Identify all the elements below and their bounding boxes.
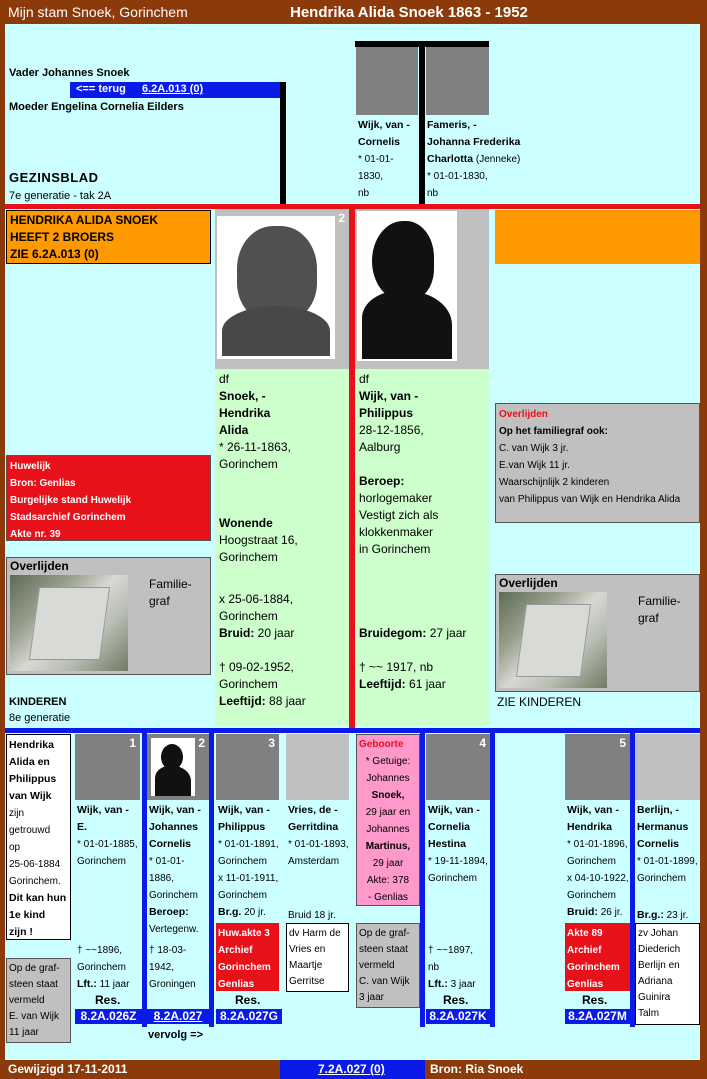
grandmother-info: Fameris, - Johanna Frederika Charlotta (Jenneke) * 01-01-1830, nb [427,119,521,199]
modified-date: Gewijzigd 17-11-2011 [8,1062,128,1076]
children-generation: 8e generatie [9,712,71,724]
child5-res: Res. [582,993,608,1007]
child5-info: Wijk, van - Hendrika * 01-01-1896, Gorinchem x 04-10-1922, Gorinchem Bruid: 26 jr. [567,804,629,918]
grandfather-info: Wijk, van - Cornelis * 01-01-1830, nb [358,119,410,199]
groom-photo-frame [355,209,489,369]
child3-photo: 3 [216,734,279,800]
child3-spouse-photo [286,734,349,800]
child3-info: Wijk, van - Philippus * 01-01-1891, Gorinchem x 11-01-1911, Gorinchem Br.g. 20 jr. [218,804,279,918]
grandfather-photo [356,47,418,115]
child1-death: † ~~1896, Gorinchem Lft.: 11 jaar [77,945,130,990]
child3-spouse-parents: dv Harm de Vries en Maartje Gerritse [286,923,349,992]
groom-photo [357,211,457,361]
header-bar [0,0,707,24]
grave-note-left: Op de graf- steen staat vermeld E. van Wijk 11 jaar [6,958,71,1043]
footer-ref-box[interactable] [280,1060,425,1079]
child3-spouse-bruid: Bruid 18 jr. [288,910,336,921]
grave-photo-right [499,592,607,688]
child3-akte: Huw.akte 3 Archief Gorinchem Genlias [216,923,279,991]
gezinsblad-label: GEZINSBLAD [9,170,99,185]
source-label: Bron: Ria Snoek [430,1062,524,1076]
child3-spouse-info: Vries, de - Gerritdina * 01-01-1893, Amsterdam [288,804,349,867]
connector-line [280,82,286,204]
back-link[interactable]: <== terug 6.2A.013 (0) [70,82,282,98]
site-title: Mijn stam Snoek, Gorinchem [8,4,188,20]
child5-spouse-photo [635,734,700,800]
frame-right [700,24,707,1060]
death-info-box: Overlijden Op het familiegraf ook: C. van Wijk 3 jr. E.van Wijk 11 jr. Waarschijnlijk 2 kinderen van Philippus van Wijk en Hendrika Alida [495,403,700,523]
child4-border-right [490,733,495,1027]
mother-label: Moeder Engelina Cornelia Eilders [9,101,184,113]
marriage-box: Huwelijk Bron: Genlias Burgelijke stand Huwelijk Stadsarchief Gorinchem Akte nr. 39 [6,455,211,541]
child5-photo: 5 [565,734,630,800]
bride-photo [217,216,335,359]
child5-akte: Akte 89 Archief Gorinchem Genlias [565,923,630,991]
bride-info: df Snoek, - Hendrika Alida * 26-11-1863, Gorinchem Wonende Hoogstraat 16, Gorinchem x 25-06-1884, Gorinchem Bruid: 20 jaar † 09-02-1952, Gorinchem Leeftijd: 88 jaar [215,369,349,726]
married-note: Hendrika Alida en Philippus van Wijk zijn getrouwd op 25-06-1884 Gorinchem. Dit kan hun 1e kind zijn ! [6,734,71,940]
child2-death: † 18-03-1942, Groningen [149,945,196,990]
footer-bar [0,1060,707,1079]
child3-res: Res. [235,993,261,1007]
child2-photo: 2 [147,734,209,800]
children-label: KINDEREN [9,696,67,708]
page-title: Hendrika Alida Snoek 1863 - 1952 [290,4,528,21]
parents-section [5,24,700,204]
child4-death: † ~~1897, nb Lft.: 3 jaar [428,945,476,990]
child5-spouse-parents: zv Johan Diederich Berlijn en Adriana Guinira Talm [635,923,700,1025]
child1-info: Wijk, van - E. * 01-01-1885, Gorinchem [77,804,138,867]
child1-photo: 1 [75,734,140,800]
vervolg-link[interactable]: vervolg => [148,1029,204,1041]
child1-res: Res. [95,993,121,1007]
child1-ref[interactable]: 8.2A.026Z [75,1009,142,1024]
child4-ref[interactable]: 8.2A.027K [426,1009,490,1024]
grave-note-middle: Op de graf- steen staat vermeld C. van Wijk 3 jaar [356,923,420,1008]
brothers-box: HENDRIKA ALIDA SNOEK HEEFT 2 BROERS ZIE 6.2A.013 (0) [6,210,211,264]
child4-info: Wijk, van - Cornelia Hestina * 19-11-1894, Gorinchem [428,804,488,884]
birth-witness-box: Geboorte * Getuige: Johannes Snoek, 29 jaar en Johannes Martinus, 29 jaar Akte: 378 - Genlias [356,734,420,906]
child4-border-left [420,733,425,1027]
grandmother-photo [426,47,489,115]
photo-number: 2 [338,211,345,225]
child5-spouse-brg: Br.g.: 23 jr. [637,909,689,921]
father-label: Vader Johannes Snoek [9,67,130,79]
child2-ref[interactable]: 8.2A.027 [147,1009,209,1024]
grave-photo-left [10,575,128,671]
death-box-left: Overlijden Familie- graf [6,557,211,675]
generation-label: 7e generatie - tak 2A [9,190,112,202]
footer-ref[interactable]: 7.2A.027 (0) [318,1062,385,1076]
bride-photo-frame [215,209,349,369]
see-children: ZIE KINDEREN [497,695,582,709]
groom-info: df Wijk, van - Philippus 28-12-1856, Aalburg Beroep: horlogemaker Vestigt zich als klokkenmaker in Gorinchem Bruidegom: 27 jaar † ~~ 1917, nb Leeftijd: 61 jaar [355,369,489,726]
death-box-right: Overlijden Familie- graf [495,574,700,692]
orange-box-right [495,210,700,264]
child5-ref[interactable]: 8.2A.027M [565,1009,630,1024]
child5-spouse-info: Berlijn, - Hermanus Cornelis * 01-01-1899, Gorinchem [637,804,698,884]
child2-info: Wijk, van - Johannes Cornelis * 01-01-1886, Gorinchem Beroep: Vertegenw. [149,804,201,935]
child3-ref[interactable]: 8.2A.027G [216,1009,282,1024]
child4-res: Res. [443,993,469,1007]
child4-photo: 4 [426,734,490,800]
